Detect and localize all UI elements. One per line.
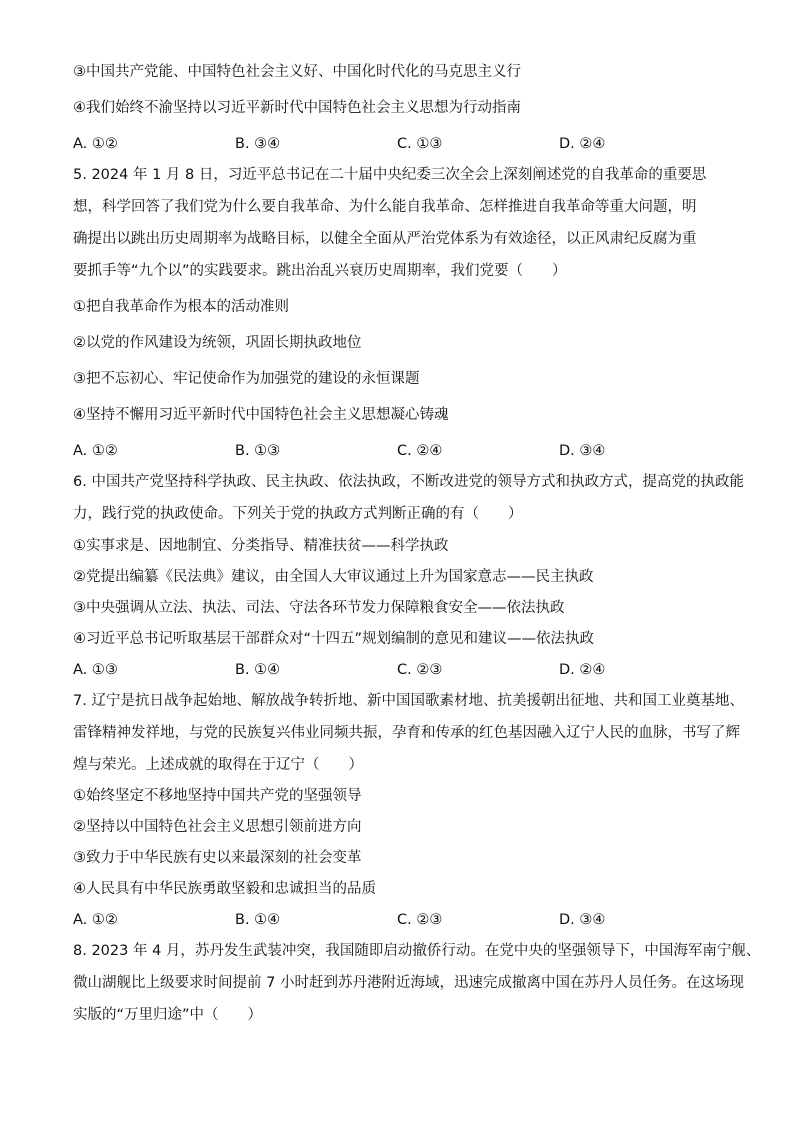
q8-stem-line: 实版的“万里归途”中（ ） — [73, 1007, 263, 1023]
q5-option-3: ③把不忘初心、牢记使命作为加强党的建设的永恒课题 — [73, 371, 420, 387]
question-6 — [73, 472, 744, 680]
question-5 — [73, 165, 734, 461]
q5-stem-line: 5. 2024 年 1 月 8 日，习近平总书记在二十届中央纪委三次全会上深刻阐述党的自我革命的重要思 — [73, 167, 707, 183]
q4-choice-b: B. ③④ — [235, 136, 281, 152]
q5-stem-line: 要抓手等“九个以”的实践要求。跳出治乱兴衰历史周期率，我们党要（ ） — [73, 263, 567, 279]
q6-choice-c: C. ②③ — [397, 662, 443, 678]
q7-stem-line: 7. 辽宁是抗日战争起始地、解放战争转折地、新中国国歌素材地、抗美援朝出征地、共和国工业奠基地、 — [73, 693, 744, 709]
q5-choice-b: B. ①③ — [235, 443, 281, 459]
q6-option-2: ②党提出编纂《民法典》建议，由全国人大审议通过上升为国家意志——民主执政 — [73, 569, 594, 585]
q5-option-1: ①把自我革命作为根本的活动准则 — [73, 299, 289, 315]
q7-answer-choices — [73, 910, 734, 930]
q4-choice-c: C. ①③ — [397, 136, 443, 152]
q4-option-3: ③中国共产党能、中国特色社会主义好、中国化时代化的马克思主义行 — [73, 64, 521, 80]
q7-choice-c: C. ②③ — [397, 912, 443, 928]
q7-stem-line: 雷锋精神发祥地，与党的民族复兴伟业同频共振，孕育和传承的红色基因融入辽宁人民的血脉，书写了辉 — [73, 725, 740, 741]
q4-answer-choices — [73, 134, 734, 154]
q7-stem-line: 煌与荣光。上述成就的取得在于辽宁（ ） — [73, 757, 363, 773]
q7-option-2: ②坚持以中国特色社会主义思想引领前进方向 — [73, 819, 362, 835]
q4-option-4: ④我们始终不渝坚持以习近平新时代中国特色社会主义思想为行动指南 — [73, 100, 521, 116]
q6-option-1: ①实事求是、因地制宜、分类指导、精准扶贫——科学执政 — [73, 538, 449, 554]
q5-option-4: ④坚持不懈用习近平新时代中国特色社会主义思想凝心铸魂 — [73, 407, 449, 423]
q5-stem-line: 想，科学回答了我们党为什么要自我革命、为什么能自我革命、怎样推进自我革命等重大问题，明 — [73, 199, 697, 215]
question-8 — [73, 941, 761, 1025]
q4-choice-a: A. ①② — [73, 136, 118, 152]
q5-option-2: ②以党的作风建设为统领，巩固长期执政地位 — [73, 335, 362, 351]
q4-choice-d: D. ②④ — [559, 136, 606, 152]
q7-choice-a: A. ①② — [73, 912, 118, 928]
q6-option-3: ③中央强调从立法、执法、司法、守法各环节发力保障粮食安全——依法执政 — [73, 600, 565, 616]
q5-answer-choices — [73, 441, 734, 461]
q6-answer-choices — [73, 660, 734, 680]
q7-option-4: ④人民具有中华民族勇敢坚毅和忠诚担当的品质 — [73, 881, 376, 897]
q5-choice-d: D. ③④ — [559, 443, 606, 459]
q5-choice-c: C. ②④ — [397, 443, 443, 459]
q7-option-3: ③致力于中华民族有史以来最深刻的社会变革 — [73, 850, 362, 866]
q6-choice-a: A. ①③ — [73, 662, 118, 678]
q6-choice-b: B. ①④ — [235, 662, 281, 678]
q6-stem-line: 6. 中国共产党坚持科学执政、民主执政、依法执政，不断改进党的领导方式和执政方式，提高党的执政能 — [73, 474, 744, 490]
q5-choice-a: A. ①② — [73, 443, 118, 459]
q6-stem-line: 力，践行党的执政使命。下列关于党的执政方式判断正确的有（ ） — [73, 506, 523, 522]
q7-choice-b: B. ①④ — [235, 912, 281, 928]
q8-stem-line: 8. 2023 年 4 月，苏丹发生武装冲突，我国随即启动撤侨行动。在党中央的坚强领导下，中国海军南宁舰、 — [73, 943, 761, 959]
question-7 — [73, 691, 744, 930]
q8-stem-line: 微山湖舰比上级要求时间提前 7 小时赶到苏丹港附近海域，迅速完成撤离中国在苏丹人员任务。在这场现 — [73, 975, 744, 991]
q5-stem-line: 确提出以跳出历史周期率为战略目标，以健全全面从严治党体系为有效途径，以正风肃纪反腐为重 — [73, 231, 697, 247]
q6-option-4: ④习近平总书记听取基层干部群众对“十四五”规划编制的意见和建议——依法执政 — [73, 631, 595, 647]
q7-choice-d: D. ③④ — [559, 912, 606, 928]
q7-option-1: ①始终坚定不移地坚持中国共产党的坚强领导 — [73, 788, 362, 804]
q6-choice-d: D. ②④ — [559, 662, 606, 678]
